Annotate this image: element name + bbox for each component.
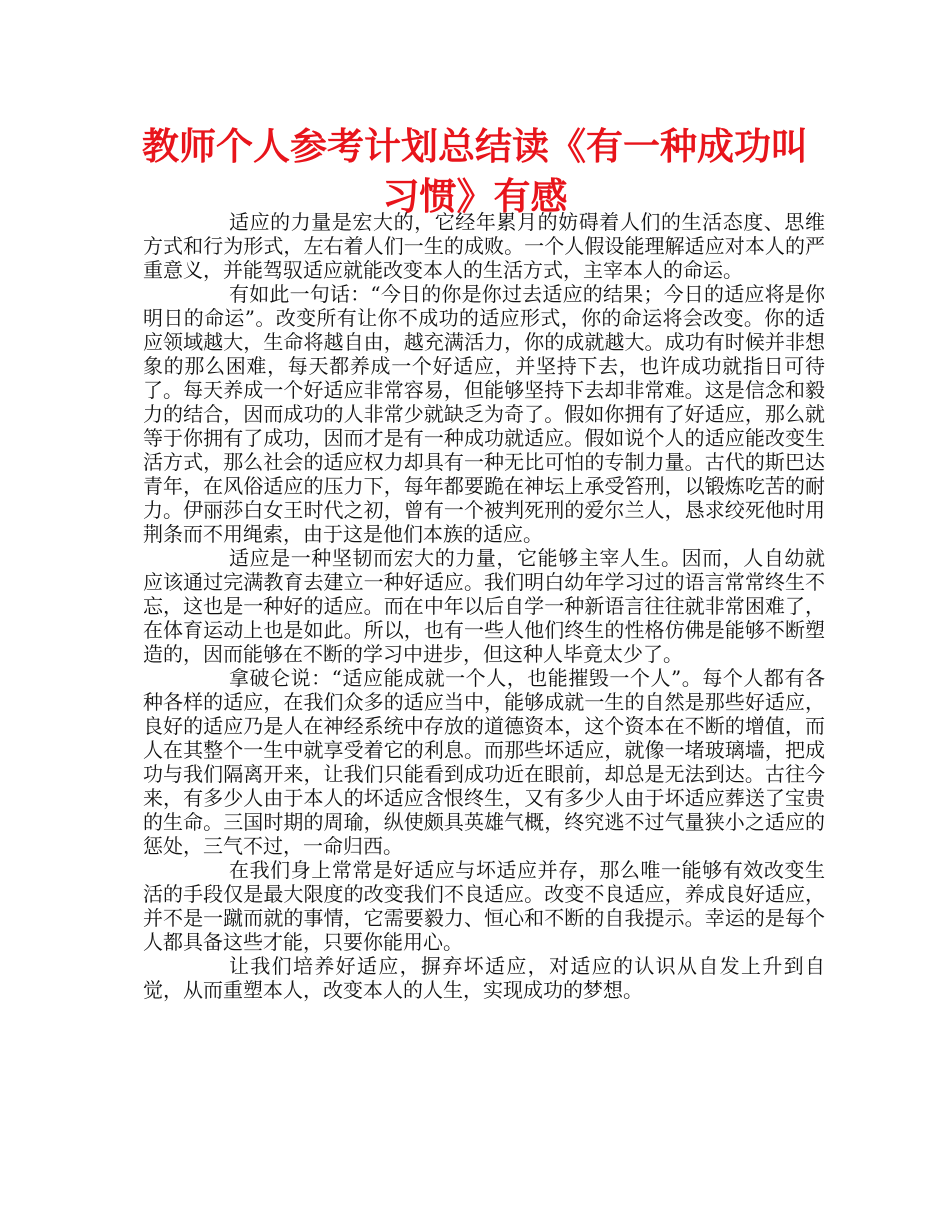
paragraph-6: 让我们培养好适应，摒弃坏适应，对适应的认识从自发上升到自觉，从而重塑本人，改变本人的人生，实现成功的梦想。 xyxy=(143,954,825,1002)
document-title: 教师个人参考计划总结读《有一种成功叫习惯》有感 xyxy=(142,125,808,218)
paragraph-3: 适应是一种坚韧而宏大的力量，它能够主宰人生。因而，人自幼就应该通过完满教育去建立一种好适应。我们明白幼年学习过的语言常常终生不忘，这也是一种好的适应。而在中年以后自学一种新语言往往就非常困难了，在体育运动上也是如此。所以，也有一些人他们终生的性格仿佛是能够不断塑造的，因而能够在不断的学习中进步，但这种人毕竟太少了。 xyxy=(143,546,825,666)
paragraph-5: 在我们身上常常是好适应与坏适应并存，那么唯一能够有效改变生活的手段仅是最大限度的改变我们不良适应。改变不良适应，养成良好适应，并不是一蹴而就的事情，它需要毅力、恒心和不断的自我提示。幸运的是每个人都具备这些才能，只要你能用心。 xyxy=(143,858,825,954)
document-body xyxy=(143,210,825,1002)
paragraph-4: 拿破仑说：“适应能成就一个人，也能摧毁一个人”。每个人都有各种各样的适应，在我们众多的适应当中，能够成就一生的自然是那些好适应，良好的适应乃是人在神经系统中存放的道德资本，这个资本在不断的增值，而人在其整个一生中就享受着它的利息。而那些坏适应，就像一堵玻璃墙，把成功与我们隔离开来，让我们只能看到成功近在眼前，却总是无法到达。古往今来，有多少人由于本人的坏适应含恨终生，又有多少人由于坏适应葬送了宝贵的生命。三国时期的周瑜，纵使颇具英雄气概，终究逃不过气量狭小之适应的惩处，三气不过，一命归西。 xyxy=(143,666,825,858)
paragraph-2: 有如此一句话：“今日的你是你过去适应的结果；今日的适应将是你明日的命运”。改变所有让你不成功的适应形式，你的命运将会改变。你的适应领域越大，生命将越自由，越充满活力，你的成就越大。成功有时候并非想象的那么困难，每天都养成一个好适应，并坚持下去，也许成功就指日可待了。每天养成一个好适应非常容易，但能够坚持下去却非常难。这是信念和毅力的结合，因而成功的人非常少就缺乏为奇了。假如你拥有了好适应，那么就等于你拥有了成功，因而才是有一种成功就适应。假如说个人的适应能改变生活方式，那么社会的适应权力却具有一种无比可怕的专制力量。古代的斯巴达青年，在风俗适应的压力下，每年都要跪在神坛上承受笞刑，以锻炼吃苦的耐力。伊丽莎白女王时代之初，曾有一个被判死刑的爱尔兰人，恳求绞死他时用荆条而不用绳索，由于这是他们本族的适应。 xyxy=(143,282,825,546)
paragraph-1: 适应的力量是宏大的，它经年累月的妨碍着人们的生活态度、思维方式和行为形式，左右着人们一生的成败。一个人假设能理解适应对本人的严重意义，并能驾驭适应就能改变本人的生活方式，主宰本人的命运。 xyxy=(143,210,825,282)
